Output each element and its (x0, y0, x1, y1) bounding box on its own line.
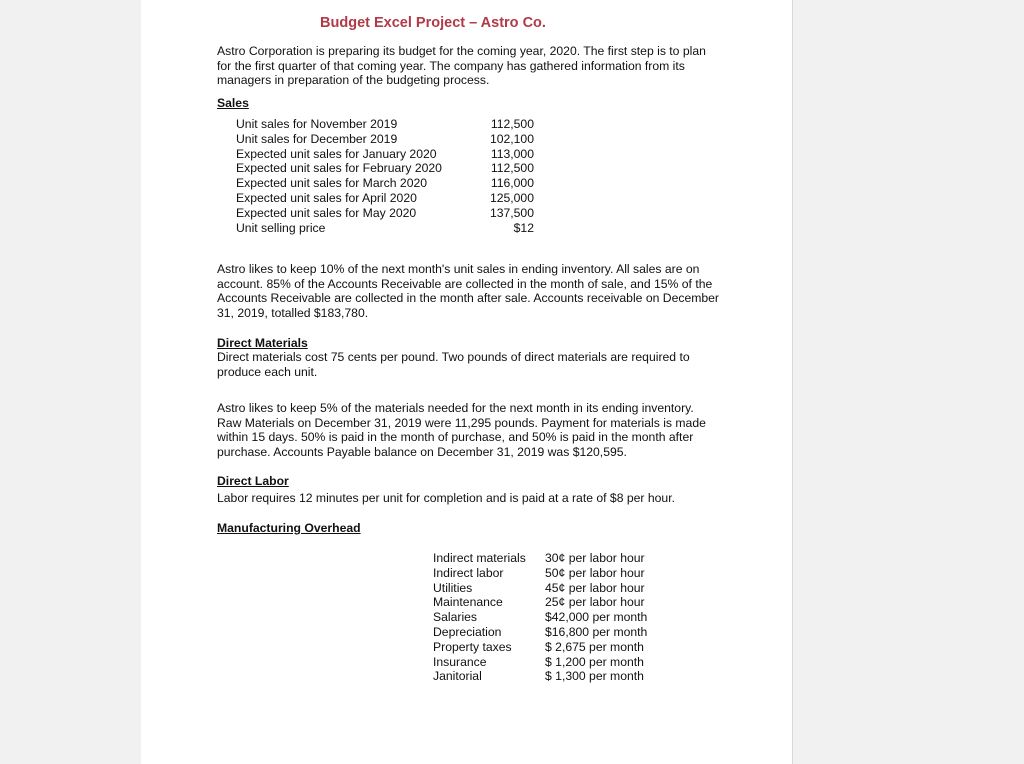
overhead-value: $16,800 per month (545, 624, 648, 639)
overhead-value: $ 1,200 per month (545, 654, 644, 669)
table-row (433, 595, 665, 610)
table-row (433, 551, 665, 566)
sales-label: Expected unit sales for March 2020 (236, 176, 428, 191)
sales-label: Expected unit sales for February 2020 (236, 161, 442, 176)
direct-labor-heading: Direct Labor (217, 474, 289, 488)
overhead-value: 25¢ per labor hour (545, 595, 645, 610)
sales-value: 112,500 (490, 117, 534, 131)
overhead-value: 45¢ per labor hour (545, 580, 645, 595)
sales-value: 112,500 (490, 161, 534, 176)
sales-value: 137,500 (489, 205, 534, 220)
table-row (236, 147, 534, 162)
overhead-table (433, 551, 665, 684)
table-row (433, 640, 665, 655)
overhead-label: Janitorial (433, 669, 482, 684)
overhead-value: 50¢ per labor hour (545, 565, 645, 580)
page-edge-divider (792, 0, 793, 764)
intro-paragraph: Astro Corporation is preparing its budget for the coming year, 2020. The first step is to plan for the first quarter of that coming year. The company has gathered information from its managers in preparation of the budgeting process. (217, 44, 706, 88)
sales-value: 125,000 (489, 190, 534, 205)
overhead-label: Maintenance (433, 595, 503, 610)
table-row (236, 132, 534, 147)
overhead-label: Utilities (433, 580, 473, 595)
sales-label: Unit sales for December 2019 (236, 131, 398, 146)
sales-value: 113,000 (490, 146, 534, 161)
overhead-value: $42,000 per month (545, 610, 648, 625)
table-row (433, 566, 665, 581)
overhead-value: $ 1,300 per month (545, 669, 644, 684)
table-row (433, 669, 665, 684)
sales-value: 102,100 (489, 131, 534, 146)
sales-heading: Sales (217, 96, 249, 110)
overhead-label: Insurance (433, 654, 487, 669)
table-row (236, 221, 534, 236)
table-row (433, 655, 665, 670)
direct-materials-heading: Direct Materials (217, 336, 308, 350)
sales-label: Expected unit sales for April 2020 (236, 190, 417, 205)
sales-label: Expected unit sales for January 2020 (236, 146, 437, 161)
sales-label: Expected unit sales for May 2020 (236, 205, 417, 220)
table-row (433, 610, 665, 625)
table-row (236, 191, 534, 206)
table-row (236, 206, 534, 221)
table-row (433, 581, 665, 596)
sales-table (236, 117, 534, 235)
sales-value: 116,000 (490, 176, 534, 191)
document-page (141, 0, 792, 764)
overhead-label: Indirect labor (433, 565, 504, 580)
direct-materials-paragraph: Direct materials cost 75 cents per pound. Two pounds of direct materials are required to produce each unit. (217, 350, 690, 379)
direct-labor-paragraph: Labor requires 12 minutes per unit for completion and is paid at a rate of $8 per hour. (217, 491, 675, 505)
table-row (236, 117, 534, 132)
table-row (236, 161, 534, 176)
sales-value: $12 (513, 220, 534, 235)
table-row (433, 625, 665, 640)
overhead-label: Property taxes (433, 639, 512, 654)
materials-policy-paragraph: Astro likes to keep 5% of the materials needed for the next month in its ending inventory. Raw Materials on December 31, 2019 were 11,295 pounds. Payment for materials is made within 15 days. 50% is paid in the month of purchase, and 50% is paid in the month after purchase. Accounts Payable balance on December 31, 2019 was $120,595. (217, 401, 706, 459)
sales-label: Unit sales for November 2019 (236, 117, 398, 131)
table-row (236, 176, 534, 191)
overhead-label: Indirect materials (433, 551, 526, 565)
overhead-heading: Manufacturing Overhead (217, 521, 361, 535)
sales-label: Unit selling price (236, 220, 326, 235)
overhead-label: Salaries (433, 610, 478, 625)
overhead-value: $ 2,675 per month (545, 639, 644, 654)
overhead-label: Depreciation (433, 624, 502, 639)
overhead-value: 30¢ per labor hour (545, 551, 645, 565)
sales-policy-paragraph: Astro likes to keep 10% of the next month's unit sales in ending inventory. All sales are on account. 85% of the Accounts Receivable are collected in the month of sale, and 15% of the Accounts Receivable are collected in the month after sale. Accounts receivable on December 31, 2019, totalled $183,780. (217, 262, 719, 320)
page-title: Budget Excel Project – Astro Co. (320, 15, 546, 31)
